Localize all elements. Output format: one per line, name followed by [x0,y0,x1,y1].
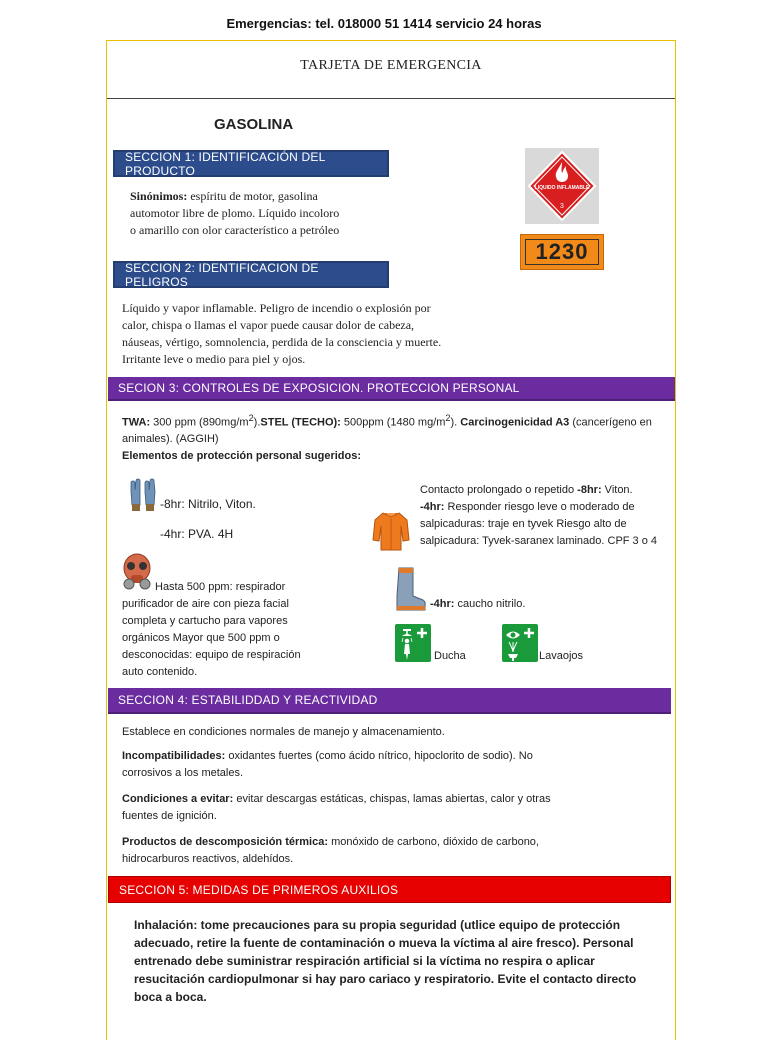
eyewash-icon [502,624,538,662]
section1-synonyms [130,188,390,239]
resp-line4: orgánicos Mayor que 500 ppm o [122,632,280,644]
respirator-text [122,579,332,681]
avoid-line1: evitar descargas estáticas, chispas, lamas abiertas, calor y otras [236,793,551,805]
section5-line4: resucitación cardiopulmonar si hay paro cariaco y respiratorio. Evite el contacto directo [134,972,637,986]
incompat-label: Incompatibilidades: [122,750,226,762]
synonyms-line2: automotor libre de plomo. Líquido incoloro [130,206,340,220]
section4-header: SECCION 4: ESTABILIDDAD Y REACTIVIDAD [108,688,671,714]
section1-header: SECCION 1: IDENTIFICACIÓN DEL PRODUCTO [113,150,389,177]
synonyms-label: Sinónimos: [130,189,188,203]
section2-header: SECCION 2: IDENTIFICACION DE PELIGROS [113,261,389,288]
section3-header: SECION 3: CONTROLES DE EXPOSICION. PROTECCION PERSONAL [108,377,675,401]
synonyms-line1: espíritu de motor, gasolina [190,189,318,203]
incompat-line1: oxidantes fuertes (como ácido nítrico, hipoclorito de sodio). No [228,750,533,762]
stel-value: 500ppm (1480 mg/m [343,416,446,429]
gloves-4hr-value: PVA. 4H [188,527,234,541]
gloves-8hr-value: Nitrilo, Viton. [188,497,256,511]
carcinogenicity-value: (cancerígeno en [572,416,652,429]
section4-body [122,724,572,868]
avoid-label: Condiciones a evitar: [122,793,234,805]
suit-line1-b: -8hr: [577,484,602,496]
stability-statement: Establece en condiciones normales de manejo y almacenamiento. [122,726,445,738]
section2-line1: Líquido y vapor inflamable. Peligro de incendio o explosión por [122,301,431,315]
decomp-label: Productos de descomposición térmica: [122,836,328,848]
section5-header: SECCION 5: MEDIDAS DE PRIMEROS AUXILIOS [108,876,671,903]
eyewash-label: Lavaojos [539,650,584,662]
stel-label: STEL (TECHO): [260,416,341,429]
resp-line5: desconocidas: equipo de respiración [122,649,301,661]
ppe-title: Elementos de protección personal sugeridos: [122,450,361,462]
placard-class: 3 [560,203,564,210]
decomp-line1: monóxido de carbono, dióxido de carbono, [331,836,539,848]
emergency-hotline: Emergencias: tel. 018000 51 1414 servicio 24 horas [226,16,542,31]
boots-text [430,598,525,610]
suit-line3: salpicaduras: traje en tyvek Riesgo alto de [420,518,627,530]
boot-icon [393,566,427,612]
avoid-line2: fuentes de ignición. [122,810,217,822]
suit-line2-b: Responder riesgo leve o moderado de [444,501,635,513]
flammable-liquid-placard-icon [525,148,599,224]
shower-icon [395,624,431,662]
un-number-panel [520,234,604,270]
protective-suit-icon [371,510,411,552]
incompat-line2: corrosivos a los metales. [122,767,244,779]
gloves-4hr-label: -4hr: [160,527,185,541]
gloves-8hr [160,497,256,511]
gloves-4hr [160,527,233,541]
decomp-line2: hidrocarburos reactivos, aldehídos. [122,853,294,865]
section2-line4: Irritante leve o medio para piel y ojos. [122,352,306,366]
suit-line2-a: -4hr: [420,501,445,513]
resp-line3: completa y cartucho para vapores [122,615,288,627]
twa-label: TWA: [122,416,151,429]
suit-line4: salpicadura: Tyvek-saranex laminado. CPF 3 o 4 [420,535,658,547]
resp-line2: purificador de aire con pieza facial [122,598,289,610]
section5-line1: Inhalación: tome precauciones para su propia seguridad (utlice equipo de protección [134,918,621,932]
card-title: TARJETA DE EMERGENCIA [300,58,482,73]
resp-line6: auto contenido. [122,666,198,678]
gloves-8hr-label: -8hr: [160,497,185,511]
shower-label: Ducha [434,650,466,662]
section2-body [122,300,522,368]
section5-line2: adecuado, retire la fuente de contaminación o mueva la víctima al aire fresco). Personal [134,936,634,950]
synonyms-line3: o amarillo con olor característico a petróleo [130,223,340,237]
section2-line2: calor, chispa o llamas el vapor puede causar dolor de cabeza, [122,318,415,332]
boots-label: -4hr: [430,598,455,610]
exposure-limits: TWA: 300 ppm $(890mg/m^2).STEL$ (TECHO): 500ppm (1480 $mg/m^2$). Carcinogenicidad A3 (cancerígeno en animales). (AGGIH) [122,410,667,447]
un-number: 1230 [525,239,599,265]
section5-line3: entrenado debe suministrar respiración artificial si la víctima no respira o aplicar [134,954,595,968]
gloves-icon [128,478,158,512]
section2-line3: náuseas, vértigo, somnolencia, perdida de la consciencia y muerte. [122,335,442,349]
twa-value: 300 ppm (890mg/m [153,416,249,429]
section5-line5: boca a boca. [134,990,207,1004]
section5-body [134,916,674,1006]
suit-text [420,482,675,550]
suit-line1-c: Viton. [601,484,633,496]
boots-value: caucho nitrilo. [457,598,526,610]
title-divider [107,98,675,99]
suit-line1-a: Contacto prolongado o repetido [420,484,578,496]
placard-text: LIQUIDO INFLAMABLE [534,185,590,191]
carcinogenicity-label: Carcinogenicidad A3 [460,416,570,429]
product-name: GASOLINA [214,116,294,133]
resp-line1: Hasta 500 ppm: respirador [155,581,286,593]
carcinogenicity-line2: animales). (AGGIH) [122,432,219,445]
